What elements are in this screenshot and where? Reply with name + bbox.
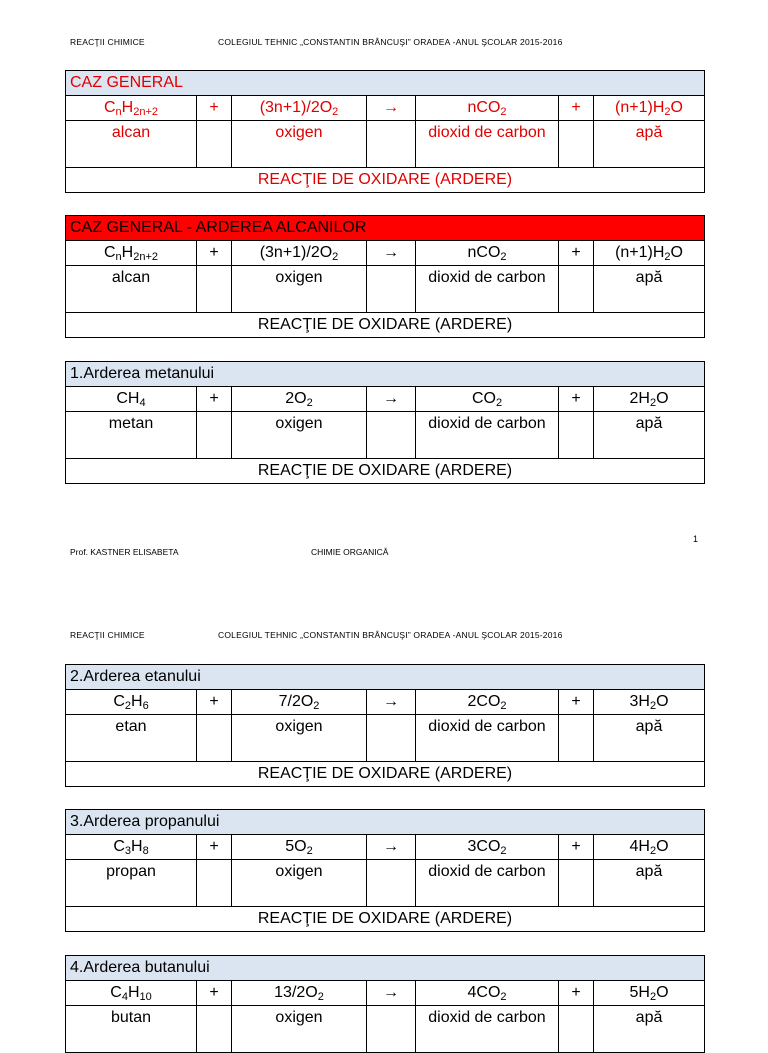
table-title: 1.Arderea metanului [66,362,705,387]
reaction-type: REACŢIE DE OXIDARE (ARDERE) [66,313,705,338]
reactant-name: butan [66,1006,197,1053]
table-title: 4.Arderea butanului [66,956,705,981]
table-title: CAZ GENERAL [66,71,705,96]
water-name: apă [594,715,705,762]
reaction-type: REACŢIE DE OXIDARE (ARDERE) [66,907,705,932]
water-formula: $2H_2O$ [594,387,705,412]
co2-formula: $CO_2$ [416,387,559,412]
water-name: apă [594,412,705,459]
table-title: CAZ GENERAL - ARDEREA ALCANILOR [66,216,705,241]
header-left: REACŢII CHIMICE [70,37,145,47]
reactant-name: etan [66,715,197,762]
reactant-formula: $C_2H_6$ [66,690,197,715]
water-formula: $(n+1)H_2O$ [594,96,705,121]
reactant-formula: $C_nH_{2n+2}$ [66,96,197,121]
co2-name: dioxid de carbon [416,266,559,313]
co2-formula: nCO$_2$ [416,96,559,121]
plus-sign: + [197,690,232,715]
reactant-name: alcan [66,121,197,168]
water-name: apă [594,860,705,907]
oxygen-formula: $13/2O_2$ [232,981,367,1006]
water-formula: $(n+1)H_2O$ [594,241,705,266]
page-footer [0,547,768,561]
oxygen-formula: $7/2O_2$ [232,690,367,715]
water-name: apă [594,121,705,168]
header-center: COLEGIUL TEHNIC „CONSTANTIN BRÂNCUŞI” ORADEA -ANUL ŞCOLAR 2015-2016 [218,37,563,47]
reactant-formula: $C_3H_8$ [66,835,197,860]
plus-sign: + [559,241,594,266]
water-name: apă [594,1006,705,1053]
reaction-table-ethane [65,664,705,787]
plus-sign: + [197,96,232,121]
co2-name: dioxid de carbon [416,1006,559,1053]
footer-subject: CHIMIE ORGANICĂ [311,547,389,557]
water-formula: $5H_2O$ [594,981,705,1006]
water-name: apă [594,266,705,313]
reactant-formula: $CH_4$ [66,387,197,412]
header-center: COLEGIUL TEHNIC „CONSTANTIN BRÂNCUŞI” ORADEA -ANUL ŞCOLAR 2015-2016 [218,630,563,640]
page-header [0,630,768,644]
reaction-type: REACŢIE DE OXIDARE (ARDERE) [66,762,705,787]
co2-formula: nCO$_2$ [416,241,559,266]
plus-sign: + [559,690,594,715]
reaction-table-general [65,70,705,193]
reaction-type: REACŢIE DE OXIDARE (ARDERE) [66,168,705,193]
plus-sign: + [559,96,594,121]
co2-name: dioxid de carbon [416,860,559,907]
plus-sign: + [559,835,594,860]
plus-sign: + [197,835,232,860]
co2-formula: $2CO_2$ [416,690,559,715]
footer-author: Prof. KASTNER ELISABETA [70,547,179,557]
plus-sign: + [197,387,232,412]
oxygen-name: oxigen [232,715,367,762]
arrow-icon: → [367,241,416,266]
arrow-icon: → [367,835,416,860]
arrow-icon: → [367,690,416,715]
oxygen-name: oxigen [232,266,367,313]
table-title: 3.Arderea propanului [66,810,705,835]
reaction-table-butane [65,955,705,1053]
reactant-name: alcan [66,266,197,313]
co2-formula: $4CO_2$ [416,981,559,1006]
reaction-table-alkanes [65,215,705,338]
reactant-name: propan [66,860,197,907]
oxygen-name: oxigen [232,121,367,168]
water-formula: $4H_2O$ [594,835,705,860]
plus-sign: + [559,387,594,412]
oxygen-formula: $2O_2$ [232,387,367,412]
oxygen-formula: $(3n+1)/2O_2$ [232,96,367,121]
arrow-icon: → [367,981,416,1006]
plus-sign: + [197,241,232,266]
oxygen-name: oxigen [232,412,367,459]
header-left: REACŢII CHIMICE [70,630,145,640]
oxygen-name: oxigen [232,860,367,907]
co2-name: dioxid de carbon [416,715,559,762]
arrow-icon: → [367,387,416,412]
reaction-table-propane [65,809,705,932]
oxygen-formula: $(3n+1)/2O_2$ [232,241,367,266]
co2-name: dioxid de carbon [416,121,559,168]
reactant-name: metan [66,412,197,459]
co2-formula: $3CO_2$ [416,835,559,860]
reactant-formula: $C_nH_{2n+2}$ [66,241,197,266]
plus-sign: + [197,981,232,1006]
reaction-table-methane [65,361,705,484]
page-number: 1 [693,534,699,544]
oxygen-formula: $5O_2$ [232,835,367,860]
water-formula: $3H_2O$ [594,690,705,715]
reaction-type: REACŢIE DE OXIDARE (ARDERE) [66,459,705,484]
reactant-formula: $C_4H_{10}$ [66,981,197,1006]
table-title: 2.Arderea etanului [66,665,705,690]
plus-sign: + [559,981,594,1006]
arrow-icon: → [367,96,416,121]
oxygen-name: oxigen [232,1006,367,1053]
co2-name: dioxid de carbon [416,412,559,459]
page-header [0,37,768,51]
